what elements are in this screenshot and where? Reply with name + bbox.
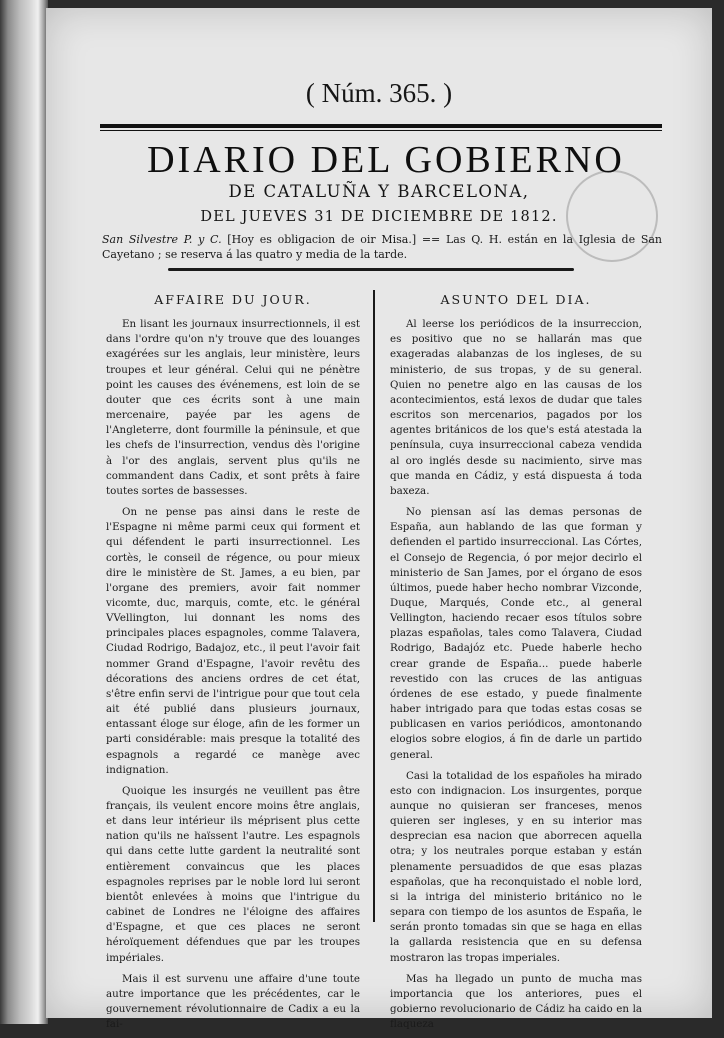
french-paragraph: Mais il est survenu une affaire d'une toute autre importance que les précédentes, car le gouvernement révolutionnaire de Cadix a eu la fai- — [106, 972, 360, 1031]
french-column — [106, 292, 360, 1038]
spanish-paragraph: No piensan así las demas personas de España, aun hablando de las que forman y defienden el partido insurreccional. Las Córtes, el Consejo de Regencia, ó por mejor decirlo el ministerio de San James, por el órgano de esos últimos, puede haber hecho nombrar Vizconde, Duque, Marqués, Conde etc., al general Vellington, haciendo recaer esos títulos sobre plazas españolas, tales como Talavera, Ciudad Rodrigo, Badajóz etc. Puede haberle hecho crear grande de España... puede haberle revestido con las cruces de las antiguas órdenes de ese estado, y puede finalmente haber intrigado para que todas estas cosas se publicasen en varios periódicos, amontonando elogios sobre elogios, á fin de darle un partido general. — [390, 506, 642, 761]
saint-of-the-day — [102, 232, 662, 262]
masthead-subtitle: DE CATALUÑA Y BARCELONA, — [228, 182, 530, 201]
french-paragraph: En lisant les journaux insurrectionnels, il est dans l'ordre qu'on n'y trouve que des louanges exagérées sur les anglais, leur ministère, leurs troupes et leur général. Celui qui ne pénètre point les causes des événemens, est loin de se douter que ces écrits sont à une main mercenaire, payée par les agens de l'Angleterre, dont fourmille la péninsule, et que les chefs de l'insurrection, vendus dès l'origine à l'or des anglais, servent plus qu'ils ne commandent dans Cadix, et sont prêts à faire toutes sortes de bassesses. — [106, 318, 360, 497]
book-spine — [0, 0, 48, 1024]
spanish-heading: ASUNTO DEL DIA. — [440, 292, 592, 307]
issue-date: DEL JUEVES 31 DE DICIEMBRE DE 1812. — [200, 209, 558, 225]
spanish-paragraph: Casi la totalidad de los españoles ha mirado esto con indignacion. Los insurgentes, porque aunque no quisieran ser franceses, menos quieren ser ingleses, y en su interior mas desprecian esa nacion que aborrecen aquella otra; y los neutrales porque estaban y están plenamente persuadidos de que esas plazas españolas, que ha reconquistado el noble lord, si la intriga del ministerio británico no le separa con tiempo de los asuntos de España, le serán pronto tomadas sin que se haga en ellas la gallarda resistencia que en su defensa mostraron las tropas imperiales. — [390, 769, 642, 964]
spanish-column — [390, 292, 642, 1038]
mass-notice: [Hoy es obligacion de oir Misa.] == Las Q. H. están en la Iglesia de San Cayetano ; se reserva á las quatro y media de la tarde. — [102, 233, 662, 261]
saint-name: San Silvestre P. y C. — [102, 233, 222, 246]
masthead-title: DIARIO DEL GOBIERNO — [147, 139, 625, 181]
column-divider — [373, 290, 375, 922]
masthead-rule-thin — [100, 130, 662, 131]
french-paragraph: On ne pense pas ainsi dans le reste de l'Espagne ni même parmi ceux qui forment et qui défendent le parti insurrectionnel. Les cortès, le conseil de régence, ou pour mieux dire le ministère de St. James, a eu bien, par l'organe des premiers, avoir fait nommer vicomte, duc, marquis, comte, etc. le général VVellington, lui donnant les noms des principales places espagnoles, comme Talavera, Ciudad Rodrigo, Badajoz, etc., il peut l'avoir fait nommer Grand d'Espagne, l'avoir revêtu des décorations des anciens ordres de cet état, s'être enfin servi de l'intrigue pour que tout cela ait été publié dans plusieurs journaux, entassant éloge sur éloge, afin de les former un parti considérable: mais presque la totalité des espagnols a regardé ce manège avec indignation. — [106, 506, 360, 776]
newspaper-page — [46, 8, 712, 1031]
masthead-rule — [100, 124, 662, 128]
issue-number: ( Núm. 365. ) — [305, 78, 453, 108]
spanish-paragraph: Al leerse los periódicos de la insurreccion, es positivo que no se hallarán mas que exageradas alabanzas de los ingleses, de su ministerio, de sus tropas, y de su general. Quien no penetre algo en las causas de los acontecimientos, está lexos de dudar que tales escritos son mercenarios, pagados por los agentes británicos de los que's está atestada la península, cuya insurreccional cabeza vendida al oro inglés desde su nacimiento, sirve mas que manda en Cádiz, y está dispuesta á toda baxeza. — [390, 318, 642, 497]
french-paragraph: Quoique les insurgés ne veuillent pas être français, ils veulent encore moins être anglais, et dans leur intérieur ils méprisent plus cette nation qu'ils ne haïssent l'autre. Les espagnols qui dans cette lutte gardent la neutralité sont entièrement convaincus que les places espagnoles reprises par le noble lord lui seront bientôt enlevées à moins que l'intrigue du cabinet de Londres ne l'éloigne des affaires d'Espagne, et que ces places ne seront héroïquement défendues que par les troupes impériales. — [106, 784, 360, 964]
french-heading: AFFAIRE DU JOUR. — [154, 292, 312, 307]
header-divider — [168, 268, 574, 271]
spanish-paragraph: Mas ha llegado un punto de mucha mas importancia que los anteriores, pues el gobierno revolucionario de Cádiz ha caido en la flaqueza — [390, 972, 642, 1031]
